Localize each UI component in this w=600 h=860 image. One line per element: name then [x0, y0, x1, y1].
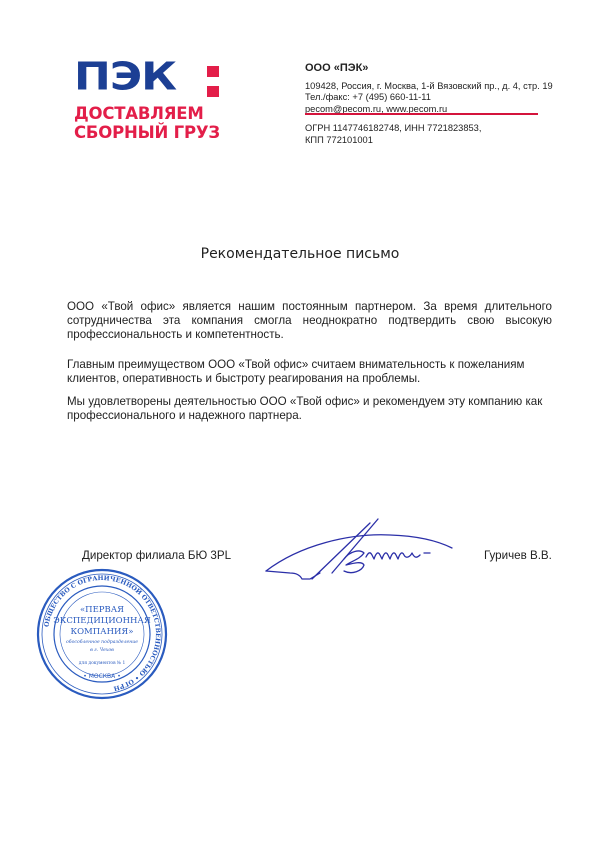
letterhead-contacts: pecom@pecom.ru, www.pecom.ru	[305, 103, 448, 114]
logo-mark: ПЭК	[74, 55, 177, 99]
handwritten-signature	[260, 515, 470, 585]
letterhead-address: 109428, Россия, г. Москва, 1-й Вязовский пр., д. 4, стр. 19	[305, 80, 553, 91]
logo-tagline	[74, 104, 220, 142]
letterhead-registration	[305, 123, 481, 146]
letterhead-company: ООО «ПЭК»	[305, 62, 369, 74]
stamp-center-line: в г. Чехов	[90, 648, 114, 653]
logo-tagline-line2: СБОРНЫЙ ГРУЗ	[74, 123, 220, 142]
signature-stroke	[266, 571, 320, 579]
stamp-ring-text: ОБЩЕСТВО С ОГРАНИЧЕННОЙ ОТВЕТСТВЕННОСТЬЮ • ОГРН	[43, 574, 162, 692]
logo-tagline-line1: ДОСТАВЛЯЕМ	[74, 104, 204, 123]
letter-paragraph: Мы удовлетворены деятельностью ООО «Твой офис» и рекомендуем эту компанию как профессионального и надежного партнера.	[67, 395, 543, 422]
logo-colon-icon	[207, 66, 219, 98]
letter-title: Рекомендательное письмо	[200, 246, 400, 262]
letter-paragraph: ООО «Твой офис» является нашим постоянным партнером. За время длительного сотрудничества эта компания смогла неоднократно подтвердить свою высокую профессиональность и компетентность.	[67, 300, 552, 341]
letter-paragraph: Главным преимуществом ООО «Твой офис» считаем внимательность к пожеланиям клиентов, оперативность и быстроту реагирования на проблемы.	[67, 358, 525, 385]
letterhead-info	[305, 62, 553, 115]
stamp-center-line: для документов № 1	[78, 661, 126, 666]
signature-stroke	[344, 551, 364, 573]
stamp-center-line: обособленное подразделение	[66, 640, 138, 645]
signatory-position: Директор филиала БЮ 3PL	[82, 549, 232, 562]
signatory-name: Гуричев В.В.	[484, 549, 552, 562]
stamp-center-line: ЭКСПЕДИЦИОННАЯ	[53, 616, 151, 626]
stamp-center-line: КОМПАНИЯ»	[70, 627, 134, 637]
signature-stroke	[332, 519, 378, 573]
registration-line2: КПП 772101001	[305, 134, 373, 145]
company-stamp	[34, 566, 170, 702]
letterhead-divider	[305, 113, 538, 115]
stamp-center-line: «ПЕРВАЯ	[79, 605, 125, 615]
stamp-bottom-text: • МОСКВА •	[83, 673, 121, 680]
letterhead-phone: Тел./факс: +7 (495) 660-11-11	[305, 92, 431, 102]
registration-line1: ОГРН 1147746182748, ИНН 7721823853,	[305, 123, 482, 133]
signature-stroke	[366, 553, 420, 559]
